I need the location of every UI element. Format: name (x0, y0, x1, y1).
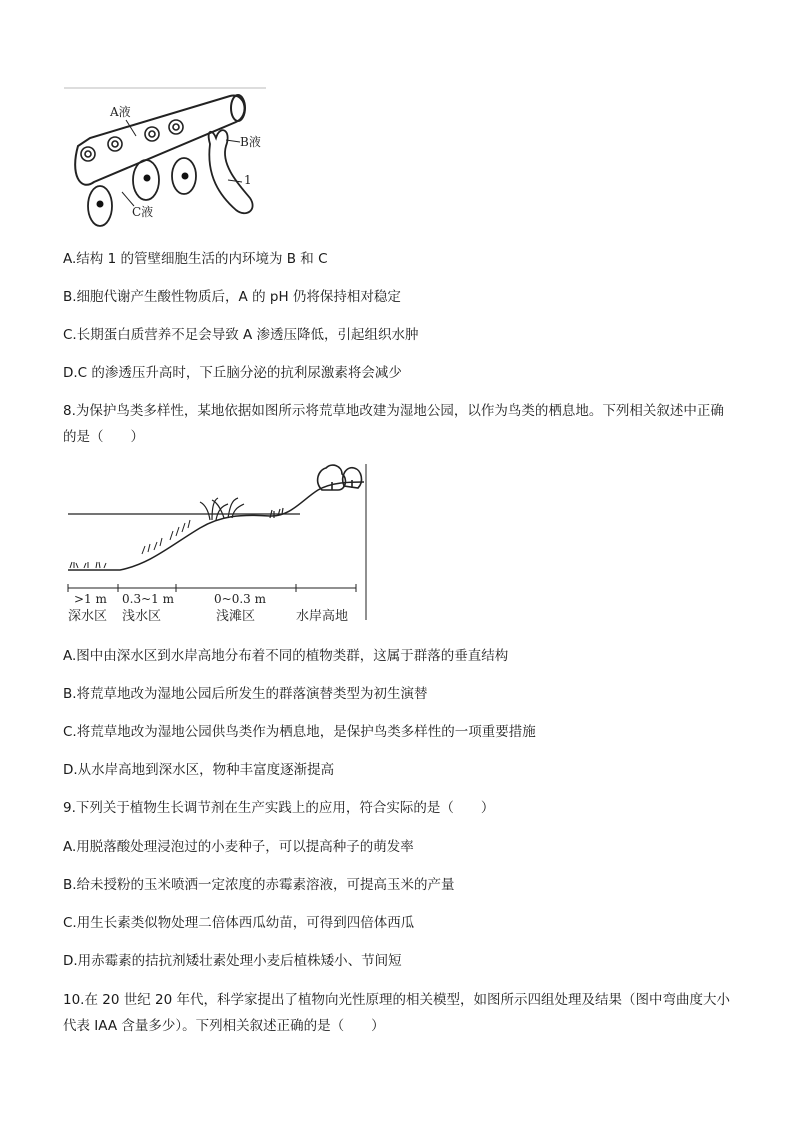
label-c-fluid: C液 (132, 205, 154, 219)
label-b-fluid: B液 (240, 135, 261, 149)
zone-shallow-water: 浅水区 (122, 609, 162, 624)
q9-option-b: B.给未授粉的玉米喷洒一定浓度的赤霉素溶液，可提高玉米的产量 (63, 877, 455, 893)
q10-stem: 10.在 20 世纪 20 年代，科学家提出了植物向光性原理的相关模型，如图所示四组处理及结果（图中弯曲度大小代表 IAA 含量多少）。下列相关叙述正确的是（ ） (63, 992, 730, 1034)
q8-option-a: A.图中由深水区到水岸高地分布着不同的植物类群，这属于群落的垂直结构 (63, 648, 509, 664)
q8-option-d: D.从水岸高地到深水区，物种丰富度逐渐提高 (63, 762, 335, 778)
q9-option-d: D.用赤霉素的拮抗剂矮壮素处理小麦后植株矮小、节间短 (63, 953, 402, 969)
zone-shoal: 浅滩区 (216, 609, 256, 624)
tissue-fluid-diagram (60, 84, 275, 234)
label-structure-1: 1 (244, 173, 252, 187)
q8-option-b: B.将荒草地改为湿地公园后所发生的群落演替类型为初生演替 (63, 686, 428, 702)
depth-label-shallow: 0.3~1 m (122, 592, 174, 606)
q9-stem: 9.下列关于植物生长调节剂在生产实践上的应用，符合实际的是（ ） (63, 800, 495, 816)
label-a-fluid: A液 (110, 105, 131, 119)
q9-option-a: A.用脱落酸处理浸泡过的小麦种子，可以提高种子的萌发率 (63, 839, 414, 855)
zone-highland: 水岸高地 (296, 609, 349, 624)
q7-option-b: B.细胞代谢产生酸性物质后，A 的 pH 仍将保持相对稳定 (63, 289, 401, 305)
shallow-reeds (200, 498, 283, 520)
q8-option-c: C.将荒草地改为湿地公园供鸟类作为栖息地，是保护鸟类多样性的一项重要措施 (63, 724, 536, 740)
depth-label-deep: >1 m (74, 592, 107, 606)
q7-option-c: C.长期蛋白质营养不足会导致 A 渗透压降低，引起组织水肿 (63, 327, 419, 343)
depth-label-shoal: 0~0.3 m (214, 592, 266, 606)
wetland-profile-diagram (60, 460, 372, 626)
q8-stem: 8.为保护鸟类多样性，某地依据如图所示将荒草地改建为湿地公园，以作为鸟类的栖息地。下列相关叙述中正确的是（ ） (63, 403, 724, 445)
capillary-vessel (75, 96, 244, 185)
q7-option-d: D.C 的渗透压升高时，下丘脑分泌的抗利尿激素将会减少 (63, 365, 402, 381)
q7-option-a: A.结构 1 的管壁细胞生活的内环境为 B 和 C (63, 251, 328, 267)
submerged-plants (70, 562, 106, 568)
q9-option-c: C.用生长素类似物处理二倍体西瓜幼苗，可得到四倍体西瓜 (63, 915, 415, 931)
ground-profile (68, 482, 364, 570)
zone-deep-water: 深水区 (68, 609, 108, 624)
